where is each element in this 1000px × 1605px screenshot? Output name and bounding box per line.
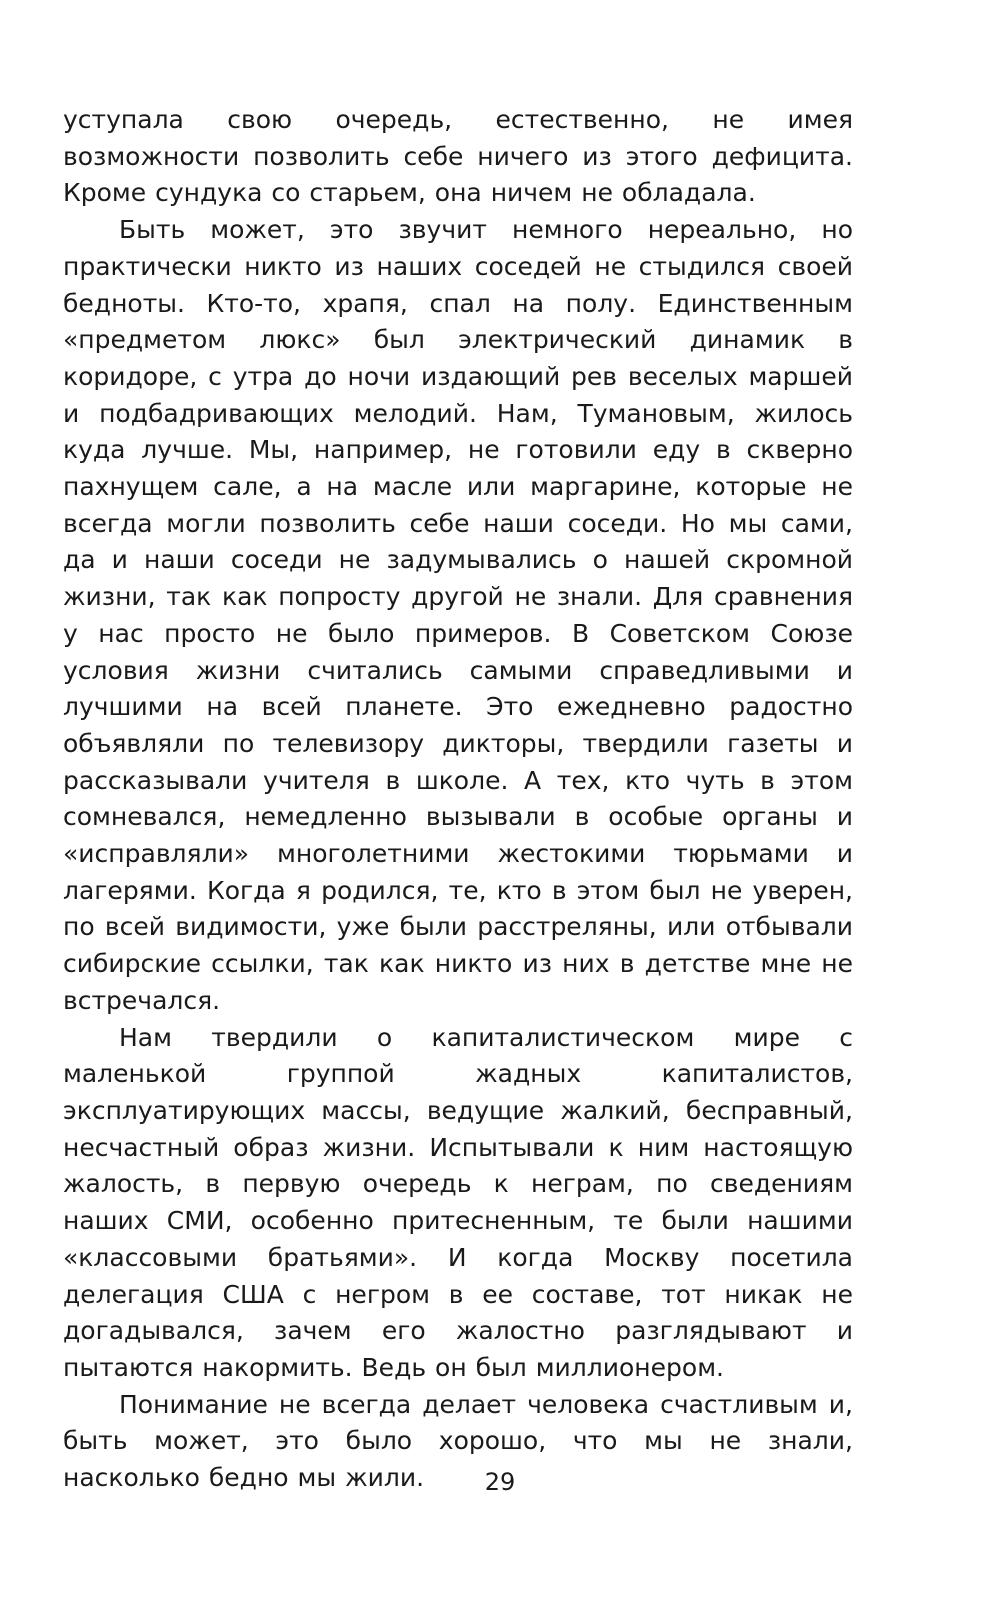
page-number: 29 [484,1468,516,1496]
body-text [63,102,853,1497]
paragraph: Быть может, это звучит немного нереально, но практически никто из наших соседей не стыдился своей бедноты. Кто-то, храпя, спал на полу. Единственным «предметом люкс» был электрический динамик в коридоре, с утра до ночи издающий рев веселых маршей и подбадривающих мелодий. Нам, Тумановым, жилось куда лучше. Мы, например, не готовили еду в скверно пахнущем сале, а на масле или маргарине, которые не всегда могли позволить себе наши соседи. Но мы сами, да и наши соседи не задумывались о нашей скромной жизни, так как попросту другой не знали. Для сравнения у нас просто не было примеров. В Советском Союзе условия жизни считались самыми справедливыми и лучшими на всей планете. Это ежедневно радостно объявляли по телевизору дикторы, твердили газеты и рассказывали учителя в школе. А тех, кто чуть в этом сомневался, немедленно вызывали в особые органы и «исправляли» многолетними жестокими тюрьмами и лагерями. Когда я родился, те, кто в этом был не уверен, по всей видимости, уже были расстреляны, или отбывали сибирские ссылки, так как никто из них в детстве мне не встречался. [63,215,853,1015]
paragraph: Нам твердили о капиталистическом мире с маленькой группой жадных капиталистов, эксплуатирующих массы, ведущие жалкий, бесправный, несчастный образ жизни. Испытывали к ним настоящую жалость, в первую очередь к неграм, по сведениям наших СМИ, особенно притесненным, те были нашими «классовыми братьями». И когда Москву посетила делегация США с негром в ее составе, тот никак не догадывался, зачем его жалостно разглядывают и пытаются накормить. Ведь он был миллионером. [63,1022,853,1382]
paragraph-continued: уступала свою очередь, естественно, не имея возможности позволить себе ничего из этого дефицита. Кроме сундука со старьем, она ничем не обладала. [63,105,853,208]
paragraph: Понимание не всегда делает человека счастливым и, быть может, это было хорошо, что мы не знали, насколько бедно мы жили. [63,1389,853,1493]
